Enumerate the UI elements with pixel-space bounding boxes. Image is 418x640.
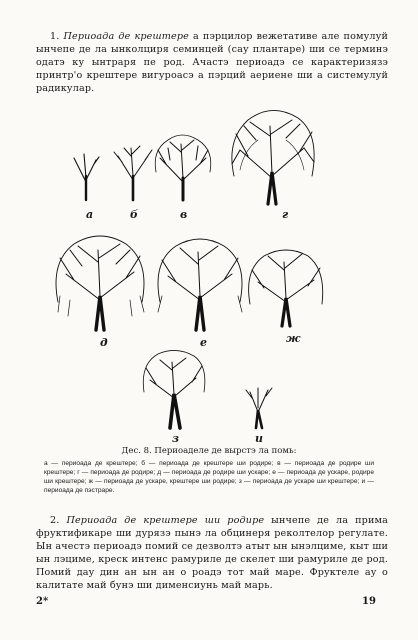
- signature-mark: 2*: [36, 596, 49, 607]
- tree-g-illustration: [232, 110, 314, 204]
- figure-label-b: б: [130, 208, 138, 221]
- figure-label-z: з: [172, 432, 180, 445]
- paragraph-text: ынчепе де ла прима фруктификаре ши дурязэ пынэ ла обцинеря реколтелор регулате. Ын ачестэ периоадэ помий се дезволтэ атыт ын ынэлциме, кыт ши ын лэциме, креск интенс рамуриле де скелет ши рамуриле де род. Помий дау дин ан ын ан о роадэ тот май маре. Фруктеле ау о калитате май бунэ ши дименсиунь май марь.: [36, 515, 388, 591]
- figure-caption-title: Дес. 8. Периоаделе де вырстэ ла помь:: [121, 446, 297, 456]
- figure-label-g: г: [282, 208, 289, 221]
- paragraph-text: а пэрцилор вежетативе але помулуй ынчепе де ла ынколциря семинцей (сау плантаре) ши се терминэ одатэ ку ынтраря пе род. Ачастэ периоадэ се карактеризязэ принтр'о крештере вигуроасэ а пэрций аериене ши а системулуй радикулар.: [36, 31, 389, 94]
- paragraph-term: Периоада де крештере: [63, 31, 189, 42]
- tree-i-illustration: [246, 388, 272, 428]
- tree-a-illustration: [74, 154, 99, 200]
- figure-label-e: е: [200, 336, 207, 349]
- tree-v-illustration: [155, 135, 211, 200]
- page-number: 19: [362, 596, 376, 607]
- paragraph-number: 1.: [50, 31, 60, 42]
- paragraph-number: 2.: [50, 515, 60, 526]
- figure-label-zh: ж: [286, 332, 301, 345]
- paragraph-growth-fruiting-period: [36, 514, 388, 592]
- figure-label-v: в: [180, 208, 188, 221]
- figure-caption-text: а — периоада де крештере; б — периоада де крештере ши родире; в — периоада де родире ши крештере; г — периоада де родире; д — периоада де родире ши ускаре; е — периоада де ускаре, родире ши крештере; ж — периоада де ускаре, крештере ши родире; з — периоада де ускаре ши крештере; и — периоада де пэстраре.: [44, 460, 374, 494]
- figure-label-i: и: [255, 432, 263, 445]
- tree-zh-illustration: [249, 250, 323, 326]
- tree-z-illustration: [143, 350, 205, 428]
- tree-e-illustration: [158, 239, 242, 330]
- tree-d-illustration: [56, 236, 144, 330]
- tree-b-illustration: [114, 146, 152, 200]
- figure-label-d: д: [100, 336, 108, 349]
- paragraph-term: Периоада де крештере ши родире: [66, 515, 265, 526]
- figure-label-a: а: [86, 208, 94, 221]
